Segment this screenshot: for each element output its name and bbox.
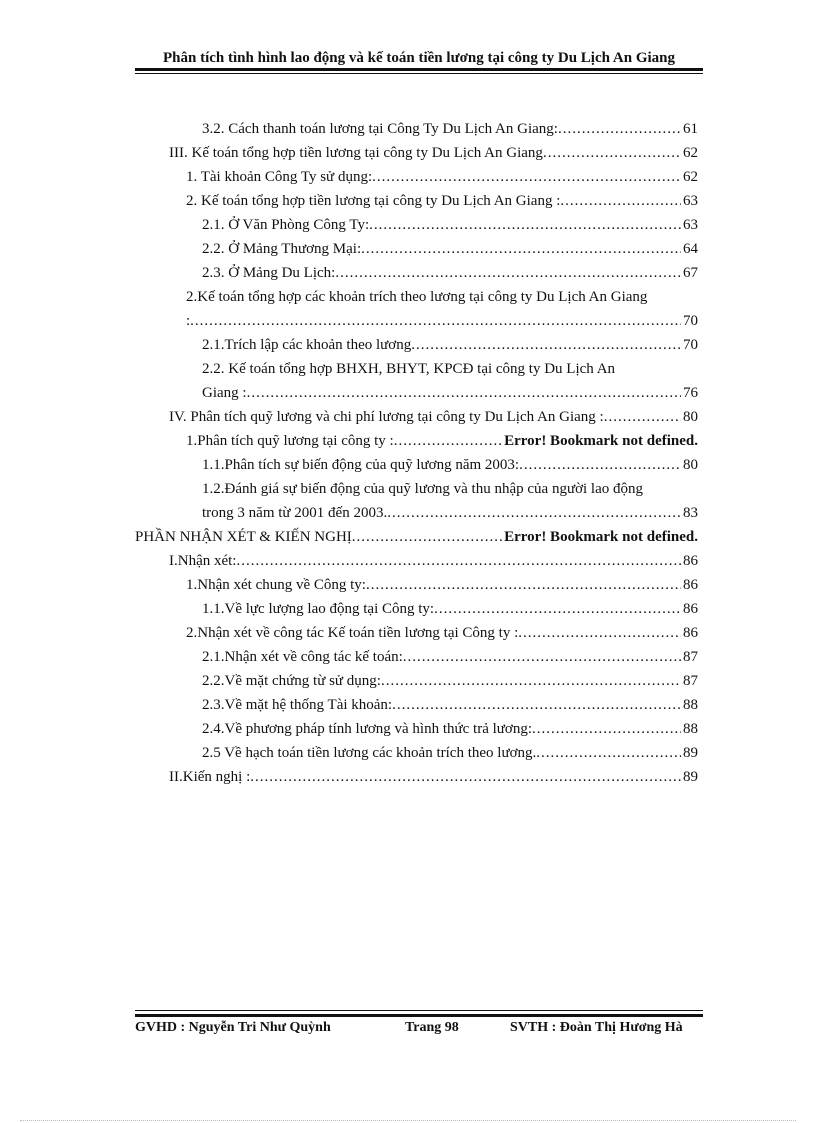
- toc-entry[interactable]: [202, 214, 698, 236]
- toc-entry-text: PHẦN NHẬN XÉT & KIẾN NGHỊ: [135, 529, 352, 545]
- toc-entry-text: 3.2. Cách thanh toán lương tại Công Ty Du Lịch An Giang:: [202, 121, 558, 137]
- toc-entry[interactable]: [169, 406, 698, 428]
- toc-entry[interactable]: [186, 430, 698, 452]
- toc-entry-text: 2.Nhận xét về công tác Kế toán tiền lương tại Công ty :: [186, 625, 519, 641]
- toc-entry-page: 63: [683, 193, 698, 209]
- footer-rule-thin: [135, 1010, 703, 1011]
- toc-entry[interactable]: [202, 646, 698, 668]
- toc-leader: [543, 142, 681, 164]
- toc-entry-text-cont: trong 3 năm từ 2001 đến 2003.: [202, 505, 388, 521]
- toc-entry-page: 86: [683, 553, 698, 569]
- toc-entry-page: 86: [683, 601, 698, 617]
- toc-entry-page: 70: [683, 337, 698, 353]
- toc-entry-text: 2.2. Kế toán tổng hợp BHXH, BHYT, KPCĐ tại công ty Du Lịch An: [202, 361, 616, 377]
- toc-leader: [392, 694, 681, 716]
- toc-leader: [604, 406, 681, 428]
- toc-leader: [560, 190, 681, 212]
- toc-leader: [532, 718, 681, 740]
- toc-entry[interactable]: [202, 262, 698, 284]
- toc-entry-page-error: Error! Bookmark not defined.: [504, 529, 698, 545]
- header-rule-thin: [135, 73, 703, 74]
- toc-leader: [536, 742, 681, 764]
- toc-entry-page: 87: [683, 649, 698, 665]
- toc-entry[interactable]: [202, 334, 698, 356]
- toc-entry-text: I.Nhận xét:: [169, 553, 237, 569]
- toc-entry[interactable]: [202, 238, 698, 260]
- toc-entry-text: 1.Nhận xét chung về Công ty:: [186, 577, 366, 593]
- toc-entry-text: 1.Phân tích quỹ lương tại công ty :: [186, 433, 394, 449]
- toc-entry[interactable]: [202, 718, 698, 740]
- toc-entry-page: 63: [683, 217, 698, 233]
- toc-entry-text: 2.5 Về hạch toán tiền lương các khoản trích theo lương.: [202, 745, 537, 761]
- toc-entry-page: 67: [683, 265, 698, 281]
- toc-entry-text: 2.3. Ở Mảng Du Lịch:: [202, 265, 336, 281]
- toc-entry-page: 88: [683, 721, 698, 737]
- toc-entry-text: II.Kiến nghị :: [169, 769, 251, 785]
- toc-entry-text: 2.2.Về mặt chứng từ sử dụng:: [202, 673, 381, 689]
- toc-leader: [335, 262, 681, 284]
- toc-entry-text: 2.3.Về mặt hệ thống Tài khoản:: [202, 697, 393, 713]
- toc-entry-text: III. Kế toán tổng hợp tiền lương tại công ty Du Lịch An Giang: [169, 145, 543, 161]
- toc-entry[interactable]: [202, 670, 698, 692]
- toc-entry[interactable]: [169, 766, 698, 788]
- toc-leader: [381, 670, 681, 692]
- toc-entry-page: 89: [683, 769, 698, 785]
- toc-leader: [250, 766, 681, 788]
- toc-entry[interactable]: [202, 694, 698, 716]
- toc-leader: [403, 646, 681, 668]
- toc-entry[interactable]: [186, 574, 698, 596]
- toc-entry-page: 70: [683, 313, 698, 329]
- toc-entry-page: 80: [683, 457, 698, 473]
- toc-entry-text: 2.1.Nhận xét về công tác kế toán:: [202, 649, 403, 665]
- toc-leader: [394, 430, 504, 452]
- toc-entry[interactable]: [202, 598, 698, 620]
- toc-leader: [190, 310, 681, 332]
- toc-entry[interactable]: [135, 526, 698, 548]
- toc-leader: [247, 382, 681, 404]
- toc-entry[interactable]: [202, 118, 698, 140]
- footer-advisor: GVHD : Nguyễn Tri Như Quỳnh: [135, 1020, 331, 1035]
- toc-leader: [352, 526, 504, 548]
- toc-entry-page: 86: [683, 577, 698, 593]
- toc-entry-page: 80: [683, 409, 698, 425]
- toc-entry[interactable]: [169, 142, 698, 164]
- toc-entry-text: IV. Phân tích quỹ lương và chi phí lương tại công ty Du Lịch An Giang :: [169, 409, 604, 425]
- toc-entry-text: 1.1.Về lực lượng lao động tại Công ty:: [202, 601, 435, 617]
- toc-entry-page: 64: [683, 241, 698, 257]
- toc-entry-text-cont: Giang :: [202, 385, 247, 401]
- toc-entry-page: 76: [683, 385, 698, 401]
- toc-entry[interactable]: [186, 622, 698, 644]
- toc-entry[interactable]: [202, 502, 698, 524]
- toc-entry[interactable]: [186, 310, 698, 332]
- page-title: Phân tích tình hình lao động và kế toán tiền lương tại công ty Du Lịch An Giang: [163, 50, 675, 66]
- toc-leader: [236, 550, 681, 572]
- toc-leader: [519, 454, 681, 476]
- toc-leader: [366, 574, 681, 596]
- toc-leader: [387, 502, 681, 524]
- header-rule-thick: [135, 68, 703, 71]
- toc-entry-page: 88: [683, 697, 698, 713]
- toc-entry-text: 1.2.Đánh giá sự biến động của quỹ lương và thu nhập của người lao động: [202, 481, 644, 497]
- toc-entry-text: 2.2. Ở Mảng Thương Mại:: [202, 241, 362, 257]
- toc-entry[interactable]: [202, 454, 698, 476]
- toc-entry[interactable]: [186, 190, 698, 212]
- toc-leader: [361, 238, 681, 260]
- toc-entry[interactable]: [169, 550, 698, 572]
- toc-entry-text: 2. Kế toán tổng hợp tiền lương tại công ty Du Lịch An Giang :: [186, 193, 561, 209]
- footer-page-number: Trang 98: [405, 1020, 459, 1035]
- page-edge-divider: [20, 1120, 796, 1121]
- toc-leader: [369, 214, 681, 236]
- toc-leader: [558, 118, 681, 140]
- toc-leader: [411, 334, 681, 356]
- toc-entry-text-cont: :: [186, 313, 191, 329]
- toc-leader: [434, 598, 681, 620]
- footer-student: SVTH : Đoàn Thị Hương Hà: [510, 1020, 683, 1035]
- footer-rule-thick: [135, 1014, 703, 1017]
- toc-entry[interactable]: [202, 382, 698, 404]
- toc-entry[interactable]: [186, 166, 698, 188]
- toc-entry-page: 87: [683, 673, 698, 689]
- toc-entry-page: 89: [683, 745, 698, 761]
- toc-entry-text: 2.1.Trích lập các khoản theo lương: [202, 337, 412, 353]
- toc-entry-text: 2.1. Ở Văn Phòng Công Ty:: [202, 217, 370, 233]
- toc-leader: [518, 622, 681, 644]
- toc-entry-page: 62: [683, 169, 698, 185]
- toc-entry-text: 2.4.Về phương pháp tính lương và hình thức trả lương:: [202, 721, 533, 737]
- toc-entry-page: 86: [683, 625, 698, 641]
- toc-entry-page: 83: [683, 505, 698, 521]
- toc-leader: [372, 166, 681, 188]
- toc-entry-text: 1. Tài khoản Công Ty sử dụng:: [186, 169, 373, 185]
- toc-entry[interactable]: [202, 742, 698, 764]
- toc-entry-text: 2.Kế toán tổng hợp các khoản trích theo lương tại công ty Du Lịch An Giang: [186, 289, 648, 305]
- toc-entry-page: 62: [683, 145, 698, 161]
- toc-entry-text: 1.1.Phân tích sự biến động của quỹ lương năm 2003:: [202, 457, 520, 473]
- toc-entry-page-error: Error! Bookmark not defined.: [504, 433, 698, 449]
- toc-entry-page: 61: [683, 121, 698, 137]
